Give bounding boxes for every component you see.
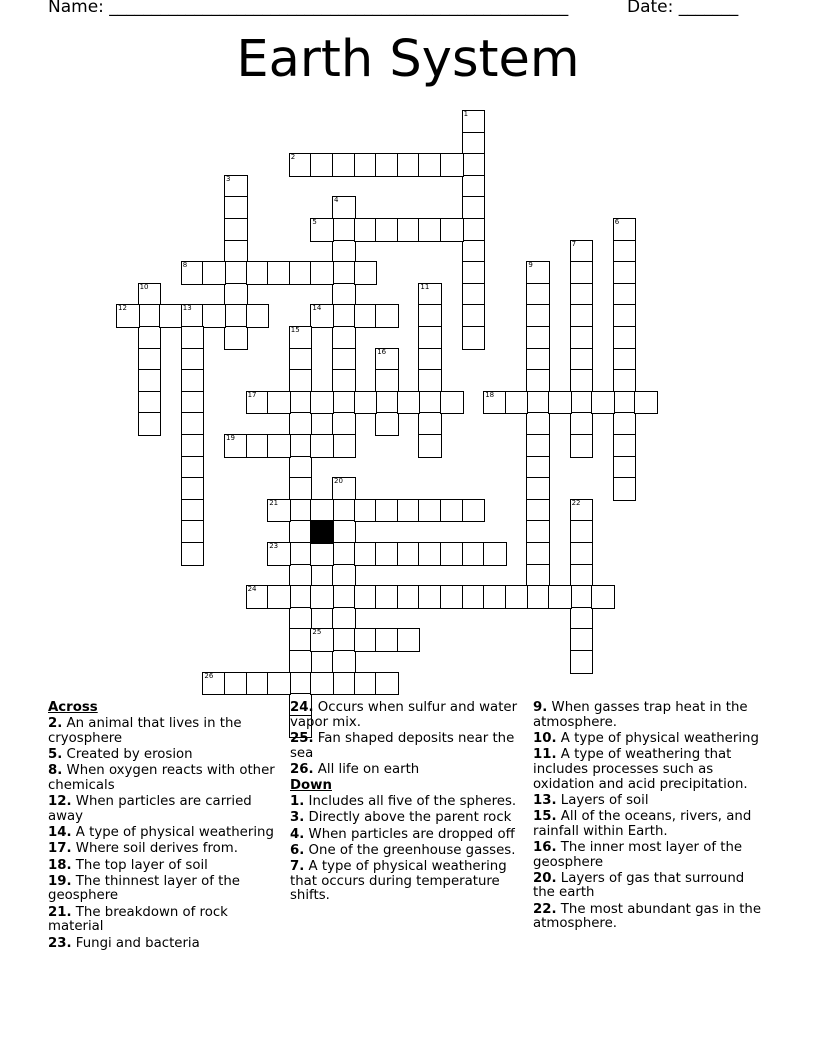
clue-across-8: 8. When oxygen reacts with other chemicals [48, 763, 275, 794]
grid-cell[interactable] [570, 434, 594, 458]
grid-cell[interactable] [440, 499, 464, 523]
grid-cell[interactable] [505, 391, 529, 415]
grid-cell[interactable] [181, 434, 205, 458]
grid-cell[interactable] [267, 391, 291, 415]
grid-cell[interactable] [526, 477, 550, 501]
grid-cell[interactable] [505, 585, 529, 609]
grid-cell[interactable] [246, 304, 270, 328]
clue-number: 17 [247, 390, 257, 399]
grid-cell[interactable] [332, 672, 356, 696]
clue-number: 15 [290, 326, 300, 334]
grid-cell[interactable] [181, 326, 205, 350]
grid-cell[interactable] [246, 391, 270, 415]
grid-cell[interactable] [570, 542, 594, 566]
grid-cell[interactable] [332, 196, 356, 220]
grid-cell[interactable] [159, 304, 183, 328]
grid-cell[interactable] [397, 218, 421, 242]
clue-number: 25 [312, 628, 322, 637]
grid-cell[interactable] [462, 175, 486, 199]
clue-number: 16 [377, 347, 387, 356]
grid-cell[interactable] [246, 261, 270, 285]
grid-cell[interactable] [354, 391, 378, 415]
grid-cell[interactable] [570, 261, 594, 285]
grid-cell[interactable] [570, 283, 594, 307]
grid-cell[interactable] [289, 153, 313, 177]
clue-number: 13 [182, 304, 192, 313]
grid-cell[interactable] [570, 304, 594, 328]
grid-cell[interactable] [332, 153, 356, 177]
grid-cell[interactable] [418, 326, 442, 350]
grid-cell[interactable] [181, 477, 205, 501]
grid-cell[interactable] [526, 391, 550, 415]
clue-number: 2 [290, 153, 296, 162]
grid-cell[interactable] [332, 391, 356, 415]
grid-cell[interactable] [375, 499, 399, 523]
grid-cell[interactable] [354, 218, 378, 242]
grid-cell[interactable] [332, 542, 356, 566]
grid-cell[interactable] [138, 304, 162, 328]
clue-across-17: 17. Where soil derives from. [48, 841, 238, 857]
clue-across-25: 25. Fan shaped deposits near the sea [290, 730, 515, 761]
grid-cell[interactable] [570, 628, 594, 652]
grid-cell[interactable] [462, 283, 486, 307]
clue-down-22: 22. The most abundant gas in the atmosphere. [533, 901, 762, 932]
grid-cell[interactable] [462, 585, 486, 609]
grid-cell[interactable] [246, 434, 270, 458]
grid-cell[interactable] [397, 585, 421, 609]
grid-cell[interactable] [418, 585, 442, 609]
grid-cell[interactable] [440, 542, 464, 566]
grid-cell[interactable] [354, 585, 378, 609]
clues-column-2 [290, 701, 518, 906]
grid-cell[interactable] [613, 412, 637, 436]
clue-number: 18 [485, 390, 495, 399]
grid-cell[interactable] [289, 369, 313, 393]
grid-cell[interactable] [224, 304, 248, 328]
grid-cell[interactable] [246, 672, 270, 696]
grid-cell[interactable] [591, 391, 615, 415]
grid-cell[interactable] [418, 153, 442, 177]
grid-cell[interactable] [570, 499, 594, 523]
grid-cell[interactable] [267, 585, 291, 609]
grid-cell[interactable] [181, 456, 205, 480]
grid-cell[interactable] [375, 348, 399, 372]
clue-number: 5 [312, 218, 317, 226]
grid-cell[interactable] [526, 412, 550, 436]
grid-cell[interactable] [375, 672, 399, 696]
grid-cell[interactable] [289, 456, 313, 480]
grid-cell[interactable] [570, 391, 594, 415]
grid-cell[interactable] [332, 585, 356, 609]
grid-cell[interactable] [138, 391, 162, 415]
grid-cell[interactable] [332, 499, 356, 523]
clue-number: 19 [226, 434, 235, 442]
grid-cell[interactable] [289, 542, 313, 566]
grid-cell[interactable] [462, 240, 486, 264]
clue-across-23: 23. Fungi and bacteria [48, 935, 200, 951]
grid-cell[interactable] [462, 542, 486, 566]
grid-cell[interactable] [310, 391, 334, 415]
grid-cell[interactable] [202, 261, 226, 285]
grid-cell[interactable] [246, 585, 270, 609]
grid-cell[interactable] [418, 412, 442, 436]
grid-cell[interactable] [310, 304, 334, 328]
grid-cell[interactable] [375, 585, 399, 609]
grid-cell[interactable] [332, 348, 356, 372]
grid-cell[interactable] [224, 261, 248, 285]
clue-number: 11 [420, 282, 430, 291]
clue-number: 7 [571, 239, 577, 248]
across-heading: Across [48, 700, 98, 715]
grid-cell[interactable] [138, 326, 162, 350]
grid-cell[interactable] [332, 240, 356, 264]
clue-down-11: 11. A type of weathering that includes processes such as oxidation and acid precipitation. [533, 747, 748, 792]
grid-cell[interactable] [570, 348, 594, 372]
clue-down-6: 6. One of the greenhouse gasses. [290, 842, 516, 858]
grid-cell[interactable] [526, 520, 550, 544]
clue-across-21: 21. The breakdown of rock material [48, 904, 228, 935]
grid-cell[interactable] [375, 369, 399, 393]
grid-cell[interactable] [289, 391, 313, 415]
grid-cell[interactable] [526, 499, 550, 523]
grid-cell[interactable] [332, 434, 356, 458]
grid-cell[interactable] [310, 261, 334, 285]
clue-across-12: 12. When particles are carried away [48, 794, 252, 824]
grid-cell[interactable] [224, 283, 248, 307]
grid-cell[interactable] [224, 218, 248, 242]
clue-number: 1 [463, 110, 469, 118]
grid-cell[interactable] [613, 391, 637, 415]
grid-cell[interactable] [310, 585, 334, 609]
grid-cell[interactable] [267, 542, 291, 566]
grid-cell[interactable] [310, 153, 334, 177]
grid-cell[interactable] [354, 628, 378, 652]
grid-block [310, 520, 334, 544]
clue-number: 20 [334, 477, 343, 486]
grid-cell[interactable] [613, 434, 637, 458]
clue-number: 9 [528, 261, 533, 270]
grid-cell[interactable] [181, 261, 205, 285]
grid-cell[interactable] [181, 348, 205, 372]
grid-cell[interactable] [138, 348, 162, 372]
grid-cell[interactable] [354, 153, 378, 177]
grid-cell[interactable] [375, 542, 399, 566]
grid-cell[interactable] [181, 499, 205, 523]
grid-cell[interactable] [289, 672, 313, 696]
grid-cell[interactable] [418, 283, 442, 307]
grid-cell[interactable] [613, 326, 637, 350]
grid-cell[interactable] [354, 542, 378, 566]
grid-cell[interactable] [418, 218, 442, 242]
clue-down-15: 15. All of the oceans, rivers, and rainfall within Earth. [533, 808, 752, 839]
grid-cell[interactable] [289, 499, 313, 523]
grid-cell[interactable] [418, 369, 442, 393]
grid-cell[interactable] [181, 391, 205, 415]
grid-cell[interactable] [289, 348, 313, 372]
grid-cell[interactable] [462, 110, 486, 134]
grid-cell[interactable] [397, 153, 421, 177]
grid-cell[interactable] [332, 283, 356, 307]
grid-cell[interactable] [548, 391, 572, 415]
grid-cell[interactable] [613, 456, 637, 480]
grid-cell[interactable] [332, 520, 356, 544]
puzzle-title: Earth System [236, 30, 580, 89]
grid-cell[interactable] [397, 499, 421, 523]
grid-cell[interactable] [462, 196, 486, 220]
grid-cell[interactable] [613, 218, 637, 242]
grid-cell[interactable] [526, 564, 550, 588]
clue-number: 22 [571, 498, 581, 507]
grid-cell[interactable] [483, 391, 507, 415]
grid-cell[interactable] [310, 672, 334, 696]
grid-cell[interactable] [613, 283, 637, 307]
grid-cell[interactable] [397, 391, 421, 415]
grid-cell[interactable] [224, 196, 248, 220]
grid-cell[interactable] [570, 520, 594, 544]
grid-cell[interactable] [570, 369, 594, 393]
grid-cell[interactable] [526, 261, 550, 285]
grid-cell[interactable] [224, 326, 248, 350]
grid-cell[interactable] [418, 304, 442, 328]
grid-cell[interactable] [332, 628, 356, 652]
grid-cell[interactable] [570, 585, 594, 609]
clue-down-13: 13. Layers of soil [533, 792, 649, 808]
grid-cell[interactable] [224, 175, 248, 199]
grid-cell[interactable] [332, 607, 356, 631]
grid-cell[interactable] [397, 628, 421, 652]
grid-cell[interactable] [375, 153, 399, 177]
grid-cell[interactable] [289, 585, 313, 609]
grid-cell[interactable] [613, 240, 637, 264]
clue-number: 6 [614, 218, 620, 226]
clue-down-1: 1. Includes all five of the spheres. [290, 794, 517, 810]
grid-cell[interactable] [526, 304, 550, 328]
grid-cell[interactable] [526, 369, 550, 393]
grid-cell[interactable] [570, 607, 594, 631]
grid-cell[interactable] [332, 650, 356, 674]
grid-cell[interactable] [181, 369, 205, 393]
clue-across-5: 5. Created by erosion [48, 747, 193, 763]
grid-cell[interactable] [181, 542, 205, 566]
clue-number: 26 [204, 671, 214, 680]
grid-cell[interactable] [202, 304, 226, 328]
grid-cell[interactable] [548, 585, 572, 609]
grid-cell[interactable] [462, 153, 486, 177]
grid-cell[interactable] [289, 650, 313, 674]
grid-cell[interactable] [613, 348, 637, 372]
grid-cell[interactable] [462, 261, 486, 285]
grid-cell[interactable] [462, 326, 486, 350]
grid-cell[interactable] [526, 348, 550, 372]
down-heading: Down [290, 778, 332, 794]
grid-cell[interactable] [591, 585, 615, 609]
grid-cell[interactable] [224, 240, 248, 264]
grid-cell[interactable] [418, 348, 442, 372]
clue-down-3: 3. Directly above the parent rock [290, 810, 512, 826]
grid-cell[interactable] [310, 218, 334, 242]
grid-cell[interactable] [526, 326, 550, 350]
grid-cell[interactable] [289, 434, 313, 458]
grid-cell[interactable] [332, 261, 356, 285]
clue-across-18: 18. The top layer of soil [48, 857, 208, 873]
grid-cell[interactable] [613, 261, 637, 285]
grid-cell[interactable] [267, 434, 291, 458]
clue-down-10: 10. A type of physical weathering [533, 730, 759, 746]
grid-cell[interactable] [354, 304, 378, 328]
grid-cell[interactable] [526, 456, 550, 480]
clue-number: 24 [247, 585, 257, 594]
grid-cell[interactable] [483, 542, 507, 566]
grid-cell[interactable] [138, 369, 162, 393]
clues-column-3 [533, 701, 763, 934]
grid-cell[interactable] [354, 261, 378, 285]
clue-down-7: 7. A type of physical weathering that occurs during temperature shifts. [290, 859, 507, 904]
grid-cell[interactable] [289, 412, 313, 436]
clue-down-4: 4. When particles are dropped off [290, 826, 515, 842]
grid-cell[interactable] [375, 391, 399, 415]
clue-number: 10 [139, 282, 149, 291]
grid-cell[interactable] [440, 391, 464, 415]
grid-cell[interactable] [418, 434, 442, 458]
grid-cell[interactable] [462, 499, 486, 523]
grid-cell[interactable] [634, 391, 658, 415]
grid-cell[interactable] [267, 261, 291, 285]
grid-cell[interactable] [181, 304, 205, 328]
grid-cell[interactable] [613, 369, 637, 393]
grid-cell[interactable] [354, 499, 378, 523]
clue-number: 14 [312, 304, 322, 313]
grid-cell[interactable] [289, 564, 313, 588]
grid-cell[interactable] [289, 326, 313, 350]
clue-number: 12 [118, 304, 127, 313]
grid-cell[interactable] [570, 564, 594, 588]
grid-cell[interactable] [310, 499, 334, 523]
grid-cell[interactable] [181, 412, 205, 436]
clue-number: 3 [226, 174, 231, 183]
grid-cell[interactable] [332, 304, 356, 328]
grid-cell[interactable] [289, 520, 313, 544]
grid-cell[interactable] [332, 218, 356, 242]
grid-cell[interactable] [526, 434, 550, 458]
grid-cell[interactable] [310, 542, 334, 566]
clue-down-9: 9. When gasses trap heat in the atmosphere. [533, 700, 748, 730]
clue-across-26: 26. All life on earth [290, 761, 420, 777]
grid-cell[interactable] [375, 628, 399, 652]
grid-cell[interactable] [483, 585, 507, 609]
clue-down-20: 20. Layers of gas that surround the earth [533, 870, 745, 901]
grid-cell[interactable] [526, 542, 550, 566]
grid-cell[interactable] [440, 218, 464, 242]
clue-across-2: 2. An animal that lives in the cryosphere [48, 716, 242, 746]
grid-cell[interactable] [462, 304, 486, 328]
clue-across-24: 24. Occurs when sulfur and water vapor mix. [290, 700, 518, 730]
grid-cell[interactable] [267, 672, 291, 696]
grid-cell[interactable] [526, 585, 550, 609]
grid-cell[interactable] [375, 412, 399, 436]
grid-cell[interactable] [289, 261, 313, 285]
clue-number: 4 [334, 196, 339, 205]
grid-cell[interactable] [332, 412, 356, 436]
grid-cell[interactable] [354, 672, 378, 696]
grid-cell[interactable] [462, 132, 486, 156]
grid-cell[interactable] [418, 499, 442, 523]
clue-number: 21 [269, 498, 279, 507]
grid-cell[interactable] [202, 672, 226, 696]
grid-cell[interactable] [440, 153, 464, 177]
grid-cell[interactable] [116, 304, 140, 328]
grid-cell[interactable] [332, 326, 356, 350]
clue-across-19: 19. The thinnest layer of the geosphere [48, 873, 240, 904]
grid-cell[interactable] [332, 369, 356, 393]
grid-cell[interactable] [375, 218, 399, 242]
grid-cell[interactable] [526, 283, 550, 307]
grid-cell[interactable] [397, 542, 421, 566]
grid-cell[interactable] [181, 520, 205, 544]
grid-cell[interactable] [138, 283, 162, 307]
grid-cell[interactable] [462, 218, 486, 242]
grid-cell[interactable] [570, 326, 594, 350]
grid-cell[interactable] [570, 412, 594, 436]
clue-number: 23 [269, 542, 279, 550]
clues-column-1 [48, 701, 276, 953]
grid-cell[interactable] [310, 434, 334, 458]
clue-across-14: 14. A type of physical weathering [48, 825, 274, 841]
grid-cell[interactable] [332, 564, 356, 588]
grid-cell[interactable] [440, 585, 464, 609]
grid-cell[interactable] [332, 477, 356, 501]
date-field[interactable]: Date: _______ [627, 0, 739, 17]
grid-cell[interactable] [224, 434, 248, 458]
grid-cell[interactable] [418, 542, 442, 566]
grid-cell[interactable] [418, 391, 442, 415]
grid-cell[interactable] [289, 628, 313, 652]
grid-cell[interactable] [267, 499, 291, 523]
grid-cell[interactable] [224, 672, 248, 696]
clue-number: 8 [182, 261, 188, 270]
grid-cell[interactable] [375, 304, 399, 328]
grid-cell[interactable] [138, 412, 162, 436]
grid-cell[interactable] [613, 477, 637, 501]
name-field[interactable]: Name: ______________________________________________________ [48, 0, 569, 17]
clue-down-16: 16. The inner most layer of the geosphere [533, 839, 743, 870]
grid-cell[interactable] [570, 650, 594, 674]
grid-cell[interactable] [289, 477, 313, 501]
grid-cell[interactable] [310, 628, 334, 652]
grid-cell[interactable] [613, 304, 637, 328]
grid-cell[interactable] [289, 607, 313, 631]
grid-cell[interactable] [570, 240, 594, 264]
